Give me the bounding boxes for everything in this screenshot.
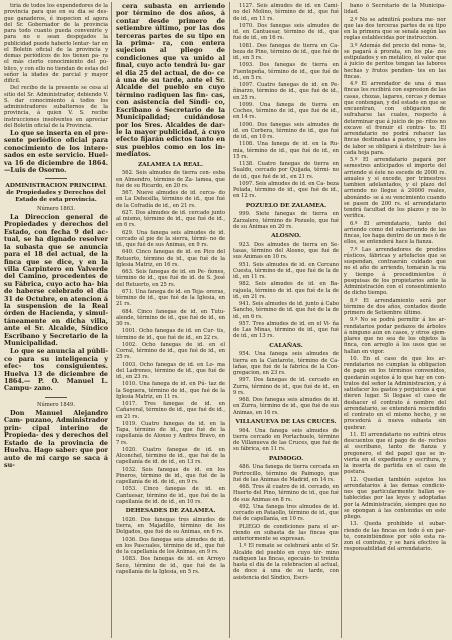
paragraph: 11. El arrendatario no sufrirá otros descuentos que el pago de de- rechos al escribano, tanto de fianza y pregonero, el del papel que se in- vierta en el expediente y escritura, y la inserta de partida en el caso de postura.	[344, 431, 446, 476]
paragraph: 12. Quedan también sujetos los arrendatarios á las demas condicio- nes que particularmente hallan es- tablecidas por las leyes y adoptadas por la Administración, siempre que no se opongan á las contenidas en este pliego.	[344, 476, 446, 520]
entry: 968. Dos fanegas seis almudes de id. en Zurra, término de id., que fué de sus Animas, en 16 rs.	[233, 397, 339, 416]
column-rule	[229, 2, 230, 638]
entry: 999. Siete fanegas de tierra en Zarzalero, término de Pozuelo, que fué de su Ánimas en 20 rs.	[233, 211, 339, 230]
paragraph: 10. En el caso de que los ar- rendatarios no cumplan la obligacion de pago en los términos convenidos, quedarán sujetos á lo que hay en con- tratos del señor la Administracion, y á satisfacer los gastos y perjuicios á que dieren lugar. Si llegase el caso de deshacer el contrato á nombre del arrendatario, se entenderá rescindido el contrato en el mismo hecho, y se procederá á nueva subasta sin quebrar.	[344, 355, 446, 431]
notice-paragraph: Lo que se inserta en el pre- sente periódico oficial para conocimiento de los intere- sados en este servicio. Huel- va 16 de diciembre de 1864. —Luis de Osorno.	[4, 129, 108, 175]
entry: 1127. Seis almudes de id. en Cami- no del Molino, término de id., que fué de id., en 11 rs.	[233, 3, 339, 22]
entry: 1002. Ocho fanegas de id. en el Corral, término de id., que fué de id., en 25 rs.	[116, 341, 225, 361]
paragraph: 5.º El arrendatario pagará por semestres anticipados el importe del arriendo si éste no escede de 2000 rs. anuales y si excede, por trimestres tambien adelantados, y el plazo del arriendo no llegue á 20000 reales, abonándo- se á su vencimiento cuando se pasen de 200 rs. el arrendatario tendrá facultad de los plazos y no lo verifica.	[344, 157, 446, 220]
entry: 1019. Cuatro fanegas de id. en la Tapa, término de id., que fué de la capellanía de Alonso y Andres Bravo, en 7 rs.	[116, 420, 225, 446]
entry: 997. Dos fanegas de id. cercado en Zurra, término de id., que fué de id., en 9 rs.	[233, 377, 339, 396]
entry: 1032. Seis fanegas de id. en los Pineros, término de id., que fué de la capellanía de id. de id., en 9 rs.	[116, 466, 225, 486]
entry: 1026. Dos fanegas tres almudes de tierra, en Majadillo, término de los Delgados, que fué de su Animas, en 6 rs.	[116, 516, 225, 536]
entry: 663. Seis fanegas de id. en Pe- ñones, término de id., que fué de id. de S. José del Retuerto, en 25 rs.	[116, 269, 225, 288]
column-2	[116, 3, 225, 637]
paragraph: 2.º No se admitirá postura me- nor que las dos terceras partes de su tipo en la primera que se senala según las reglas establecidas por instruccion.	[344, 16, 446, 42]
entry: 982. Seis almudes de id. en Ba- rajuela, término de id. que fué de la de id., en 21 rs.	[233, 281, 339, 300]
entry: 951. Seis almudes de id. en Cercano Cuesta, término de id., que fué de la de id., en 11 rs.	[233, 261, 339, 281]
entry: 1083. Dos fanegas de id. en Arroyo Seco, término de id., que fué de la capellanía de la Iglesia, en 5 rs.	[116, 556, 225, 575]
column-3	[233, 3, 339, 637]
paragraph: 1.º El remate se celebrará ante el Sr. Alcalde del pueblo en cuyo tér- mino radiquen las fincas, egecuán- to treinta hasta el dia de la celebracion al actual, de doce á una de su tarde, con asistencia del Síndico, Escri-	[233, 543, 339, 581]
section-heading: VILLANUEVA DE LAS CRUCES.	[235, 418, 337, 425]
notice-paragraph: cera subasta en arriendo por término de dos años, á contar desde primero de setiembre último, por las dos terceras partes de su tipo en la prima- ra, con entera sujecion al pliego de condiciones que va unido al final, cuyo acto tendrá lu- gar el dia 25 del actual, de do- ce á una de su tarde, ante el Sr. Alcalde del pueblo en cuyo término radiquen las fin- cas, con asistencia del Síndi- co, Escribano ó Secretario de la Municipalidad; cuidándose por los Sres. Alcaldes de dar- le la mayor publicidad, á cuyo efecto fijarán edictos tanto en sus pueblos como en los in- mediatos.	[116, 3, 225, 159]
section-heading: POZUELO DE ZALAMEA.	[245, 202, 327, 209]
section-heading: CALAÑAS.	[269, 342, 303, 349]
entry: 627. Dos almudes de id. cercado junto al mismo, término de id., que fué de id., en 6 rs.	[116, 209, 225, 229]
notice-number: Número 1849.	[37, 401, 75, 408]
paragraph: tiria de todos los expendedores de la provincia para que en su dia se des- gue ganaderos, é inspecion el agora del Sr. Gobernador de la provincia para todo cuanto pueda convenirle y para no e sean despojados la publicidad puede haberlo lentar- tar en el Boletín oficial de la provincia y demas periódicos de los tienen pa- ra el más cierto conocimiento del pú- blico, y con ello no tiendan de estas del señor la idades de parcial y mayor difícil.	[4, 3, 108, 84]
paragraph: 13. Queda prohibido el subar- riendo de las fincas en todo ó en par- te, consintiéndose por sólo esta ra- zon el contrato, y se hará efectivo la responsabilidad del arrendatario.	[344, 521, 446, 553]
column-rule	[341, 2, 342, 638]
entry: 1097. Cuatro fanegas de id. en Pe- ñinarzo, término de id., que fué de id., en 25 rs.	[233, 82, 339, 101]
notice-paragraph: Lo que se anuncia al públi- co para su inteligencia y efec- tos consiguientes. Huelva 13 de diciembre de 1864.— P. O. Manuel L. Campu- zano.	[4, 347, 108, 393]
separator	[45, 397, 67, 398]
entry: 1099. Una fanega de tierra en Coches, término de id., que fué de id., en 14 rs.	[233, 101, 339, 121]
entry: 1001. Ocho fanegas de id. en Cur- tis, término de id., que fué de id., en 22 rs.	[116, 328, 225, 341]
entry: 1093. Dos fanegas de tierra en Fuentepeña, término de id., que fué de id., en 5 rs.	[233, 62, 339, 81]
column-1	[4, 3, 108, 637]
entry: 567. Nueve almudes de id. cerca- do en La Dehesilla, término de id., que fué de la Cofradía de id., en 21 rs.	[116, 190, 225, 209]
entry: 1003. Ocho fanegas de id. en Lo- ma del Ladrones, término de id., que fué de id., en 23 rs.	[116, 361, 225, 381]
separator	[45, 178, 67, 179]
notice-paragraph: La Direccion general de Propiedades y derechos del Estado, con fecha 9 del ac- tual, se ha dignado resolver la subasta que se anuncia para el 18 del actual, de la finca que se dice, y en la villa Carpintero en Valverde del Camino, procedentes de su Fábrica, cuyo acto ha- bia de haberse celebrado el dia 31 de Octubre, en atencion á la suspension de la Real órden de Hacienda, y simul- táneamente en dicha villa, ante el Sr. Alcalde, Síndico Escribano y Secretario de la Municipalidad.	[4, 213, 108, 347]
notice-number: Número 1863.	[37, 205, 75, 212]
entry: 957. Tres almudes de id. en el Vi- ña de Las Minas, término de id., que fué de id., en 13 rs.	[233, 320, 339, 340]
section-heading: ZALAMEA LA REAL.	[137, 161, 204, 168]
entry: 1020. Cuatro fanegas de id. en Alconchel, término de id., que fué de la capellanía de id. de id., en 13 rs.	[116, 446, 225, 466]
paragraph: 9.º No se podrá permitir á los ar- rendatarios podar pedazos de árboles á ninguno aún en casos, y otros ejem- plares que no sea de los objetos la finca, con arreglo á los usos que se hallan en vigor.	[344, 317, 446, 355]
paragraph: PLIEGO de condiciones para el ar- riendo en subasta de las fincas que anteriormente se expresan.	[233, 523, 339, 543]
entry: 923. Dos almudes de tierra en Se- tasas, término del Alosno, que fué de sus Animas en 10 rs.	[233, 241, 339, 261]
entry: 684. Cinco fanegas de id. en Tutu- alende, término de id., que fué de id., en 30 rs.	[116, 308, 225, 328]
entry: 1070. Dos fanegas seis almudes de id. en Cantuesar, término de id., que fué de id., en 16 rs.	[233, 22, 339, 42]
section-heading: ALOSNO.	[271, 233, 301, 240]
paragraph: 4.º El arrendador de una ó mas fincas les recibirá con espresion de las casas, chozas, lagares, cercas y demas que contengan, y del estado en que se encuentran, con obligacion de sufraharse las cuales, respecto á determinar que á juicio de pe- ritos no excave el frenuir el contra- to. El arrendatario no podrá rehacer las fincas destinadas á pastos, y para los de labor se obligará á distribuir- las á cada hoja para.	[344, 81, 446, 156]
entry: 562. Seis almudes de tierra cen- esba en Almendro, término de Za- lamea, que fué de su Ricardo, en 20 rs.	[116, 170, 225, 189]
entry: 941. Seis almudes de id. junto á Cabo Sancho, término de id. que fué de la de id., en 6 rs.	[233, 301, 339, 320]
section-heading: DEHESADES DE ZALAMEA.	[125, 508, 216, 515]
paragraph: 7.º Las arrendadores de predios rústicos, fábricas y artefactos que se suspendan, contraerán cuidado que no el año de arriendo, tomarán la via y tiempo á procedimientos ó pesquisas de los propietarios ante la Administración con el consentimiento de dicho tiempo.	[344, 246, 446, 297]
notice-paragraph: Don Manuel Alejandro Cam- puzano, Administrador prin- cipal interino de Propieda- des y derechos del Estado de la provincia de Huelva. Hago saber: que por auto de mi cargo se saca á su-	[4, 409, 108, 469]
entry: 629. Una fanega seis almudes de id. cercado al pie de la sierra, térmi- no de id., que fué de sus Animas, en 9 rs.	[116, 229, 225, 249]
entry: 954. Una fanega seis almudes de tierra en la Cantarote, término de Ca- lañas, que fué de la fabrica de la Con- gregacion, en 23 rs.	[233, 351, 339, 377]
column-4	[344, 3, 446, 637]
paragraph: 6.º El arrendatario, tanto del arriendo como del subarriendo de las fincas, los haga dentro de un mes ó de ellos, se entenderá hace la fianza.	[344, 220, 446, 246]
entry: 468. Tres ál cuatro de id. cercado, en Huerto del Pino, término de id., que fué de sus Animas en 8 rs.	[233, 484, 339, 503]
entry: 1010. Una fanega de id. en Pú- taz de la Seguera, término de id., que fué de la Iglesia Matriz, en 11 rs.	[116, 381, 225, 400]
paragraph: Del recibo de la presente se cesa al sitio del Sr. Administrador, debiendo V. S. dar conocimiento á todos los administradores subalternos de la provincia, á quien V. S. recibe instrucciones insolventes en apreciar del Boletín oficial de la Provincia.	[4, 85, 108, 129]
entry: 492. Una fanega tres almudes de id. cercado en Pataollo, término de id., que fué de capellanía, en 10 rs.	[233, 503, 339, 523]
entry: 671. Una fanega de id. en Teja- oreras, término de id., que fué de la Iglesia, en 21 rs.	[116, 288, 225, 308]
entry: 1053. Cinco fanegas de id. en Cantuesar, término de id., que fué de la capellanía de id. de id., en 10 rs.	[116, 486, 225, 505]
section-heading: ADMINISTRACION PRINCIPAL de Propiedades y Derechos del Estado de esta provincia.	[5, 183, 107, 204]
paragraph: 3.º Además del precio del rema- te, se pagará á prorata, en los pla- zos estipulados y en metálico, el valor que á juicio de peritos tengan las labores hechas y frutos pendien- tes en las fincas.	[344, 42, 446, 80]
entry: 1081. Dos fanegas de tierra en Ca- beza de Pino, término de id., que fué de id., en 5 rs.	[233, 42, 339, 61]
paragraph: bano ó Secretario de la Municipa- lidad.	[344, 3, 446, 16]
entry: 1090. Dos fanegas seis almudes de id. en Corbera, término de id., que fué de id., en 10 rs.	[233, 121, 339, 140]
paragraph: 8.º El arrendamiento será por término de dos años, contados desde primero de Setiembre último.	[344, 297, 446, 316]
entry: 964. Una fanega seis almudes de tierra cercado en Portachuelo, término de Villanueva de las Cruces, que fué de su fábrica, en 11 rs.	[233, 427, 339, 453]
column-rule	[111, 2, 112, 638]
entry: 486. Una fanega de tierra cercada en Portrocillo, término de Paimogo, que fué de las Animas de Madrid, en 14 rs.	[233, 464, 339, 483]
entry: 1108. Una fanega de id. en la Ru- mia, término de id., que fué de id., en 15 rs.	[233, 141, 339, 160]
entry: 1017. Tres fanegas de id. en Cañaveral, término de id., que fué de id., en 21 rs.	[116, 401, 225, 420]
entry: 1036. Dos fanegas seis almudes de id. en los Pascuales, término de id., que fué de la capellanía de los Ánimas, en 9 rs.	[116, 536, 225, 556]
section-heading: PAIMOGO.	[268, 455, 304, 462]
entry: 1097. Seis almudes de id. en Ca- beza Pelada, término de id., que fué de id., en 12 rs.	[233, 180, 339, 200]
entry: 640. Cinco fanegas de id. en Pico del Retuerto, término de id., que fué de la Iglesia Matriz, en 16 rs.	[116, 249, 225, 268]
entry: 1138. Cuatro fanegas de tierra en Sualdo, cercado por Quijada, térmi- no de id., que fué de id., en 21 rs.	[233, 161, 339, 180]
